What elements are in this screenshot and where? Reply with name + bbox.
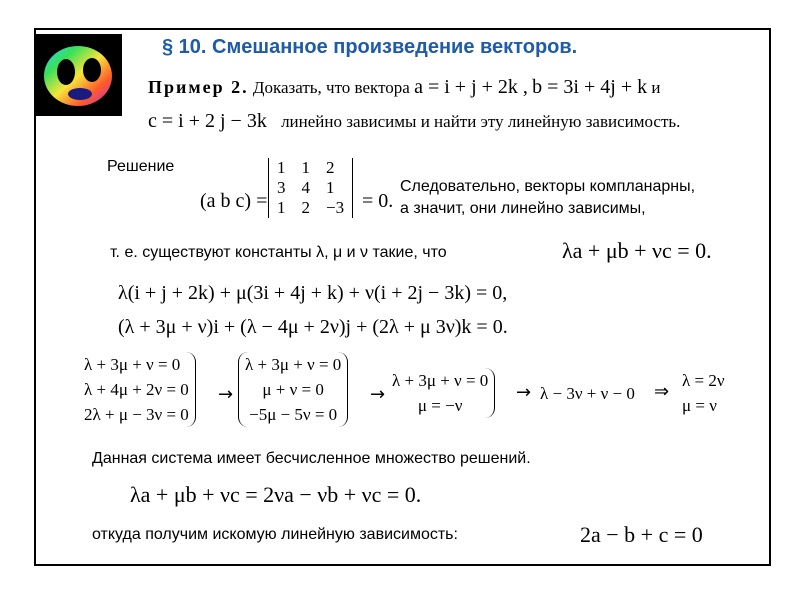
substitution-step: λ − 3ν + ν − 0 [540, 384, 635, 403]
expanded-equation: λ(i + j + 2k) + μ(3i + 4j + k) + ν(i + 2j − 3k) = 0, [118, 282, 508, 304]
det-cell: 1 [318, 178, 353, 198]
system-2 [238, 352, 348, 427]
torus-logo [36, 34, 122, 116]
infinite-solutions-eq: λa + μb + νc = 2νa − νb + νc = 0. [130, 482, 422, 507]
final-equation: 2a − b + c = 0 [580, 522, 703, 547]
conclusion-line2: а значит, они линейно зависимы, [400, 200, 646, 217]
system-1-eq: 2λ + μ − 3ν = 0 [84, 405, 189, 424]
example-text1: Доказать, что вектора [252, 78, 410, 97]
system-1 [84, 352, 196, 427]
example-label: Пример 2. [148, 77, 249, 97]
result-system [682, 368, 725, 418]
system-3-eq: μ = −ν [417, 396, 463, 415]
arrow-3: → [516, 382, 532, 403]
system-2-eq: λ + 3μ + ν = 0 [245, 355, 342, 374]
example-text2: линейно зависимы и найти эту линейную зависимость. [281, 112, 681, 131]
system-1-eq: λ + 3μ + ν = 0 [84, 355, 181, 374]
vector-a-definition: a = i + j + 2k , [414, 76, 528, 98]
vector-c-definition: c = i + 2 j − 3k [148, 110, 267, 132]
grouped-equation: (λ + 3μ + ν)i + (λ − 4μ + 2ν)j + (2λ + μ 3ν)k = 0. [118, 316, 508, 338]
result-eq: μ = ν [682, 396, 717, 415]
system-3-eq: λ + 3μ + ν = 0 [392, 371, 489, 390]
conclusion-line1: Следовательно, векторы компланарны, [400, 178, 696, 195]
det-suffix: = 0. [362, 190, 394, 212]
system-3 [392, 368, 495, 418]
example-statement-line1 [148, 76, 660, 99]
implies-icon: ⇒ [654, 381, 670, 402]
linear-combination-eq: λa + μb + νc = 0. [562, 238, 712, 263]
example-statement-line2 [148, 110, 680, 133]
vector-b-definition: b = 3i + 4j + k [532, 76, 648, 98]
system-2-eq: μ + ν = 0 [262, 380, 324, 399]
page-title: § 10. Смешанное произведение векторов. [162, 36, 578, 58]
arrow-2: → [370, 384, 386, 405]
constants-text: т. е. существуют константы λ, μ и ν такие, что [110, 244, 447, 261]
det-prefix: (a b c) = [200, 190, 268, 212]
system-1-eq: λ + 4μ + 2ν = 0 [84, 380, 189, 399]
solution-label: Решение [107, 158, 175, 175]
det-cell: −3 [318, 198, 353, 218]
det-cell: 4 [301, 178, 310, 197]
determinant-matrix [268, 158, 353, 218]
example-and: и [651, 78, 661, 97]
det-cell: 1 [269, 158, 294, 178]
det-cell: 1 [301, 158, 310, 177]
det-cell: 3 [269, 178, 294, 198]
result-eq: λ = 2ν [682, 371, 725, 390]
infinite-solutions-text: Данная система имеет бесчисленное множество решений. [92, 450, 531, 467]
arrow-1: → [218, 384, 234, 405]
det-cell: 2 [301, 198, 310, 217]
final-text: откуда получим искомую линейную зависимость: [92, 526, 458, 543]
det-cell: 1 [269, 198, 294, 218]
det-cell: 2 [318, 158, 353, 178]
system-2-eq: −5μ − 5ν = 0 [249, 405, 338, 424]
